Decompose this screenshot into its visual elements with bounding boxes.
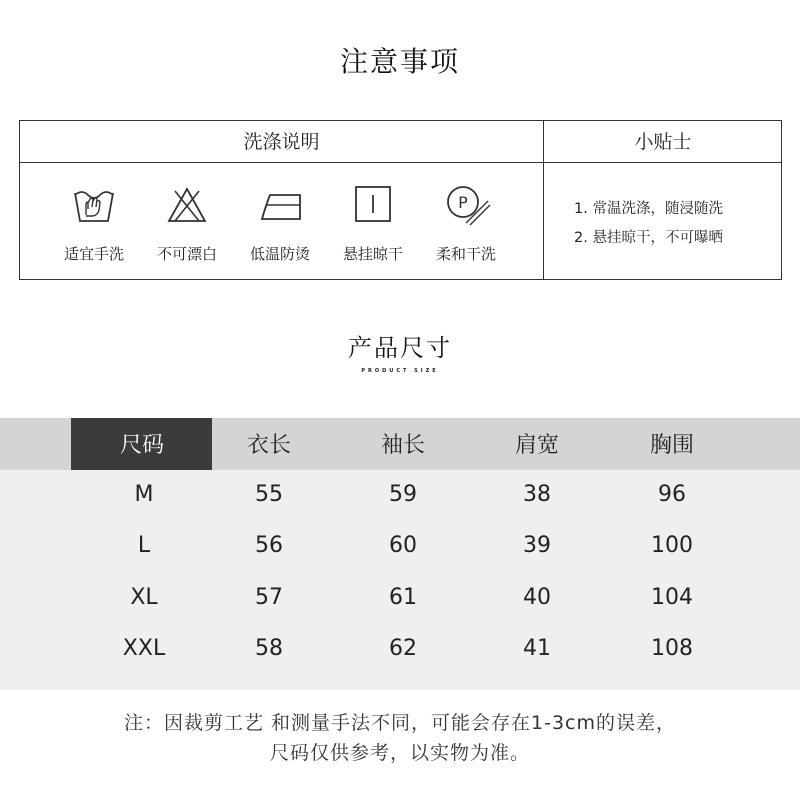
- care-label: 柔和干洗: [435, 245, 496, 263]
- measurement-note-line1: 注：因裁剪工艺 和测量手法不同，可能会存在1-3cm的误差，: [123, 712, 677, 734]
- care-header-row: [20, 121, 781, 163]
- gentle-dry-clean-icon: [444, 183, 492, 227]
- svg-text:P: P: [458, 193, 468, 212]
- table-cell: 104: [651, 585, 693, 610]
- wash-instructions-header: 洗涤说明: [243, 131, 320, 153]
- table-cell: M: [134, 482, 154, 507]
- header-length: 衣长: [246, 433, 291, 458]
- table-cell: 38: [523, 482, 551, 507]
- tip-item: 2. 悬挂晾干，不可曝晒: [574, 230, 723, 246]
- measurement-note-line2: 尺码仅供参考，以实物为准。: [269, 742, 530, 764]
- no-bleach-icon: [165, 183, 209, 227]
- care-label: 低温防烫: [249, 245, 310, 263]
- table-cell: 100: [651, 533, 693, 558]
- table-cell: L: [137, 533, 151, 558]
- care-item-no-bleach: [137, 163, 237, 279]
- size-section-subtitle: PRODUCT SIZE: [361, 368, 439, 374]
- header-size: 尺码: [119, 433, 164, 458]
- care-label: 适宜手洗: [63, 245, 124, 263]
- hang-dry-icon: [351, 183, 395, 227]
- table-cell: 57: [255, 585, 283, 610]
- care-item-gentle-dry-clean: [416, 163, 516, 279]
- care-item-low-iron: [230, 163, 330, 279]
- tips-list: [544, 163, 782, 279]
- header-sleeve: 袖长: [380, 433, 425, 458]
- table-cell: 62: [389, 636, 417, 661]
- table-cell: 108: [651, 636, 693, 661]
- care-item-hand-wash: [44, 163, 144, 279]
- table-cell: 60: [389, 533, 417, 558]
- table-cell: 58: [255, 636, 283, 661]
- care-instructions-box: [19, 120, 782, 280]
- table-cell: 61: [389, 585, 417, 610]
- table-cell: 56: [255, 533, 283, 558]
- page-title: 注意事项: [339, 45, 460, 78]
- table-cell: 41: [523, 636, 551, 661]
- hand-wash-icon: [72, 183, 116, 227]
- table-cell: 55: [255, 482, 283, 507]
- header-shoulder: 肩宽: [514, 433, 559, 458]
- size-section-title: 产品尺寸: [348, 334, 452, 362]
- tip-item: 1. 常温洗涤，随浸随洗: [574, 201, 723, 217]
- care-label: 悬挂晾干: [342, 245, 403, 263]
- table-cell: 96: [658, 482, 686, 507]
- low-iron-icon: [258, 183, 302, 227]
- header-chest: 胸围: [649, 433, 694, 458]
- care-icons: [20, 163, 543, 279]
- table-cell: 39: [523, 533, 551, 558]
- table-cell: XXL: [122, 636, 166, 661]
- table-cell: 40: [523, 585, 551, 610]
- table-cell: 59: [389, 482, 417, 507]
- care-item-hang-dry: [323, 163, 423, 279]
- table-cell: XL: [130, 585, 158, 610]
- tips-header: 小贴士: [634, 131, 692, 153]
- care-label: 不可漂白: [156, 245, 217, 263]
